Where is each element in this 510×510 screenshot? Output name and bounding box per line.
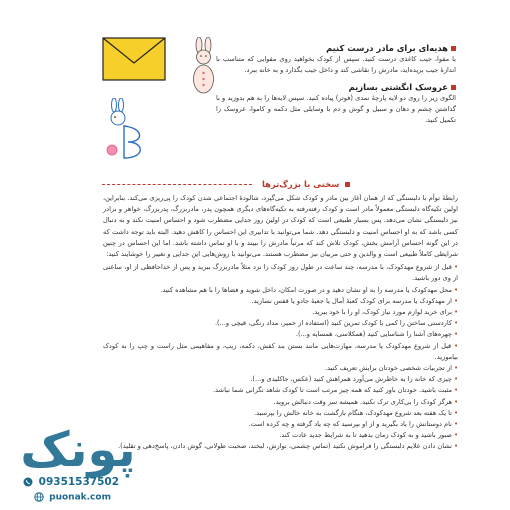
rabbit-pattern-illustration: [104, 98, 148, 162]
puppet-section-text: الگوی زیر را روی دو لایه پارچهٔ نمدی (فوتر) پیاده کنید. سپس لایه‌ها را به هم بدوزید و با گذاشتن چشم و دهان و سبیل و گوش و دم با وسایلی مثل دکمه و کاموا، عروسک را تکمیل کنید.: [216, 94, 456, 124]
tip-item: • صبور باشید و به کودک زمان بدهید تا به شرایط جدید عادت کند.: [103, 430, 458, 441]
bullet-square-icon: [451, 85, 456, 90]
intro-paragraph: رابطهٔ توأم با دلبستگی که از همان آغاز بین مادر و کودک شکل می‌گیرد، شالودهٔ اجتماعی شدن کودک را پی‌ریزی می‌کند. بنابراین، اولین تکیه‌گاه دلبستگی معمولاً مادر است و کودک رفته‌رفته به تکیه‌گاه‌های دیگری همچون پدر، مادربزرگ، پدربزرگ، خواهر و برادر نیز دلبستگی نشان می‌دهد. پس بسیار طبیعی است که کودک در اولین روز جدایی مضطرب شود و احساس امنیت نکند و به دنبال کسی باشد که به او احساس امنیت و دلبستگی دهد. شما می‌توانید با تدابیری این احساس را کاهش دهید. البته باید توجه داشت که در این گونه احساس آرامش بخش، کودک تلاش کند که مرتباً مادرش را ببیند و با او تماس داشته باشد. اما این احساس در چنین شرایطی کاملاً طبیعی است و والدین و حتی مربیان نیز مضطرب هستند. می‌توانید با روش‌هایی این جدایی و تغییر را خوشایند کنید:: [103, 194, 458, 259]
tip-item: • قبل از شروع مهدکودک یا مدرسه، مهارت‌هایی مانند بستن بند کفش، دکمه، زیپ، و مفاهیمی مثل راست و چپ را به کودک بیاموزید.: [103, 341, 458, 363]
whatsapp-icon: [23, 477, 33, 487]
globe-icon: [34, 492, 44, 502]
svg-text:پونک: پونک: [20, 422, 136, 478]
main-body: [103, 193, 458, 453]
tip-item: • هرگز کودک را بی‌کاری ترک نکنید. همیشه سر وقت دنبالش بروید.: [103, 397, 458, 408]
tip-item: • چهره‌های آشنا را شناسایی کنید (همکلاسی، همسایه و...).: [103, 329, 458, 340]
tip-item: • تا یک هفته بعد شروع مهدکودک، هنگام بازگشت به خانه حالش را بپرسید.: [103, 408, 458, 419]
puppet-section-title: عروسک انگشتی بسازیم: [216, 81, 456, 93]
watermark-url: puonak.com: [34, 492, 111, 503]
envelope-illustration: [102, 37, 166, 81]
tip-item: • چیزی که خانه را به خاطرش می‌آورد همراهش کنید (عکس، جاکلیدی و...).: [103, 374, 458, 385]
tip-item: • برای خرید لوازم مورد نیاز کودک، او را با خود ببرید.: [103, 307, 458, 318]
tip-item: • محل مهدکودک یا مدرسه را به او نشان دهید و در صورت امکان، داخل شوید و فضاها را با هم مشاهده کنید.: [103, 285, 458, 296]
tip-item: • از تجربیات شخصی خودتان برایش تعریف کنید.: [103, 363, 458, 374]
crafts-column: [216, 42, 456, 126]
tip-item: • نام دوستانش را یاد بگیرید و از او بپرسید که چه یاد گرفته و چه کرده است.: [103, 419, 458, 430]
bullet-square-icon: [345, 182, 350, 187]
tip-item: • کاردستی ساختن را کمی با کودک تمرین کنید (استفاده از خمیر، مداد رنگی، قیچی و...).: [103, 318, 458, 329]
watermark-phone: 09351537502: [23, 476, 119, 488]
tip-item: • نشان دادن علایم دلبستگی را فراموش نکنید (تماس چشمی، نوازش، لبخند، صحبت طولانی، گوش دادن، پاسخ‌دهی و تقلید).: [103, 441, 458, 452]
tips-list: [103, 262, 458, 452]
gift-section-text: با مقوا، جیب کاغذی درست کنید. سپس از کودک بخواهید روی مقوایی که متناسب با اندازهٔ جیب بریده‌اید، مادرش را نقاشی کند و داخل جیب بگذارد و به خانه ببرد.: [216, 55, 456, 74]
tip-item: • از مهدکودک یا مدرسه برای کودک کعبهٔ آمال یا جعبهٔ جادو یا قفس نسازید.: [103, 296, 458, 307]
bullet-square-icon: [451, 46, 456, 51]
heading-divider: [102, 184, 252, 185]
tip-item: • مثبت باشید. خودتان باور کنید که همه چیز مرتب است تا کودک شاهد نگرانی شما نباشد.: [103, 385, 458, 396]
tip-item: • قبل از شروع مهدکودک، با مدرسه، چند ساعت در طول روز کودک را نزد مثلاً مادربزرگ ببرید و پس از خداحافظی از او، ساعتی از وی دور باشید.: [103, 262, 458, 284]
gift-section-title: هدیه‌ای برای مادر درست کنیم: [216, 42, 456, 54]
main-heading: سخنی با بزرگ‌ترها: [262, 178, 458, 190]
